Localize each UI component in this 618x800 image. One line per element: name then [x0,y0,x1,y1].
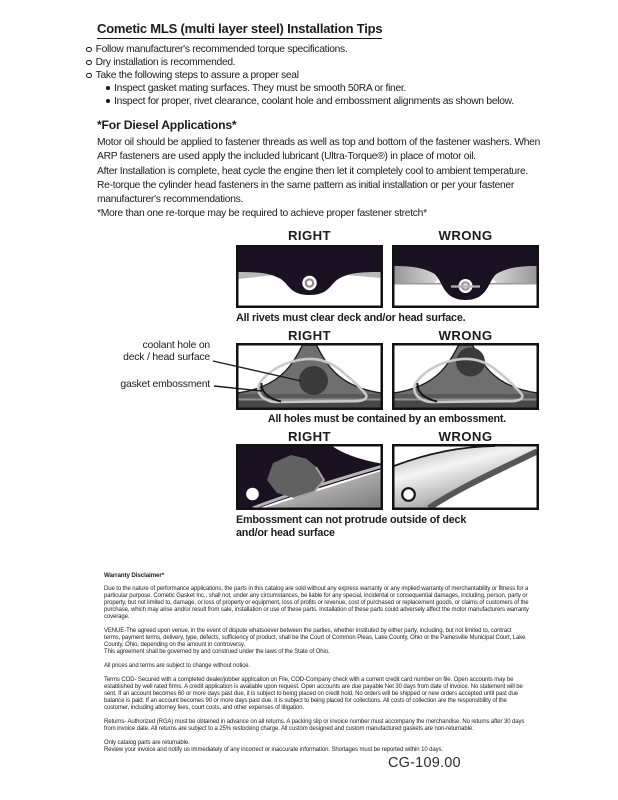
page-title: Cometic MLS (multi layer steel) Installation Tips [97,21,382,39]
legal-paragraph: All prices and terms are subject to change without notice. [104,663,250,669]
bolt-hole-icon [402,488,415,501]
bullet-circle-icon [86,60,92,66]
diesel-paragraph-2: After Installation is complete, heat cycle the engine then let it completely cool to ambient temperature. Re-torque the cylinder head fasteners in the same pattern as initial installation or per your fastener manufacturer's recommendations. [97,166,528,205]
row3-caption-line2: and/or head surface [236,526,335,539]
page-code: CG-109.00 [388,755,461,771]
sub-tip-text: Inspect for proper, rivet clearance, coolant hole and embossment alignments as shown below. [114,96,514,107]
annotation-line: coolant hole on [142,340,210,351]
tip-item [86,43,556,56]
retorque-note: *More than one re-torque may be required to achieve proper fastener stretch* [97,208,427,219]
protrusion-right-diagram [236,444,383,510]
diagram-row2-wrong [392,343,539,410]
legal-paragraph: Only catalog parts are returnable. [104,740,190,746]
row2-caption: All holes must be contained by an embossment. [267,413,507,425]
diagram-row1-right [236,245,383,308]
tips-list [86,43,556,82]
tip-text: Follow manufacturer's recommended torque specifications. [95,44,348,55]
bullet-dot-icon [106,86,110,90]
tip-text: Take the following steps to assure a proper seal [95,70,299,81]
row2-wrong-label: WRONG [438,328,493,343]
row3-caption-line1: Embossment can not protrude outside of deck [236,514,467,526]
diesel-paragraph-1: Motor oil should be applied to fastener threads as well as top and bottom of the fastener washers. When ARP fasteners are used apply the included lubricant (Ultra-Torque®) in place of motor oil. [97,137,541,162]
warranty-disclaimer-heading: Warranty Disclaimer* [104,572,165,579]
legal-paragraph: This agreement shall be governed by and construed under the laws of the State of Ohio. [104,649,330,655]
bullet-dot-icon [106,99,110,103]
annotation-line: deck / head surface [123,352,210,364]
protrusion-wrong-diagram [392,444,539,510]
coolant-hole-annotation [58,340,210,364]
embossment-wrong-diagram [392,343,539,410]
gasket-embossment-annotation: gasket embossment [120,379,210,390]
legal-paragraph: VENUE-The agreed upon venue, in the event of dispute whatsoever between the parties, whether instituted by either party, including, but not limited to, contract terms, payment terms, delivery, type, defects, sufficiency of product, shall be the Court of Common Pleas, Lake County, Ohio or the Painesville Municipal Court, Lake County, Ohio, depending on the amount in controversy. [104,628,526,648]
sub-tip-item [106,82,576,95]
tip-text: Dry installation is recommended. [95,57,236,68]
tip-item [86,69,556,82]
row3-right-label: RIGHT [287,429,332,444]
tip-item [86,56,556,69]
sub-tips-list [106,82,576,108]
rivet-clearance-wrong-diagram [392,245,539,308]
row1-right-label: RIGHT [287,228,332,243]
bullet-circle-icon [86,73,92,79]
rivet-center [307,280,312,285]
legal-paragraph: Due to the nature of performance applications, the parts in this catalog are sold without any express warranty or any implied warranty of merchantability or fitness for a particular purpose. Cometic Gasket Inc., shall not, under any circumstances, be liable for any special, incidental or consequential damages, including, person, party or property, but not limited to, damage, or loss of property or equipment, loss of profits or revenue, cost of purchased or replacement goods, or claims of customers of the purchase, which may arise and/or result from sale, installation or use of these parts. Installation of these parts could adversely affect the motor manufacturers warranty coverage. [104,586,529,620]
diesel-heading: *For Diesel Applications* [97,118,237,132]
diagram-row2-right [236,343,383,410]
row1-caption: All rivets must clear deck and/or head surface. [236,312,466,324]
sub-tip-text: Inspect gasket mating surfaces. They must be smooth 50RA or finer. [114,83,407,94]
legal-paragraph: Review your invoice and notify us immediately of any incorrect or inaccurate information. Shortages must be reported within 10 days. [104,747,443,753]
sub-tip-item [106,95,576,108]
row1-wrong-label: WRONG [438,228,493,243]
embossment-right-diagram [236,343,383,410]
row3-caption [236,514,486,539]
rivet-clearance-right-diagram [236,245,383,308]
diagram-row3-right [236,444,383,510]
legal-paragraph: Terms COD- Secured with a completed dealer/jobber application on File, COD-Company check with a current credit card number on file. Open accounts may be established by well rated firms. A credit application is available upon request. Open accounts are due payable Net 30 days from date of invoice. No statement will be sent. If an account becomes 60 or more days past due, it is subject to being placed on credit hold. No orders will be shipped or new orders accepted until past due balance is paid. If an account becomes 90 or more days past due, it is subject to being placed for collections. All costs of collection are the responsibility of the customer, including attorney fees, court costs, and other expenses of litigation. [104,677,523,711]
bullet-circle-icon [86,47,92,53]
coolant-hole [299,366,328,395]
diagram-row3-wrong [392,444,539,510]
row2-right-label: RIGHT [287,328,332,343]
bolt-hole-icon [246,488,259,501]
row3-wrong-label: WRONG [438,429,493,444]
warranty-legal-block [104,572,529,761]
diagram-row1-wrong [392,245,539,308]
legal-paragraph: Returns- Authorized (RGA) must be obtained in advance on all returns. A packing slip or invoice number must accompany the merchandise. No returns after 30 days from invoice date. All returns are subject to a 25% restocking charge. All custom designed and custom manufactured gaskets are non-returnable. [104,719,525,732]
